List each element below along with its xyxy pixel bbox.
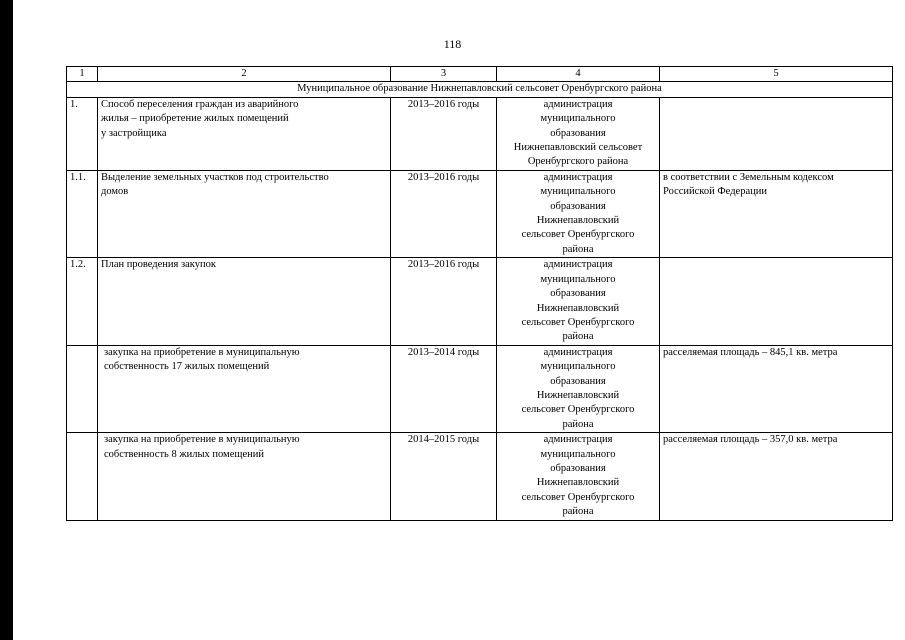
row-note <box>660 433 893 520</box>
row-executor <box>497 345 660 432</box>
text-line: Способ переселения граждан из аварийного <box>101 98 299 110</box>
row-period: 2013–2016 годы <box>391 97 497 170</box>
row-number: 1.1. <box>67 170 98 257</box>
text-line: администрация <box>543 259 613 271</box>
page-number: 118 <box>443 37 462 51</box>
header-cell: 5 <box>660 67 893 82</box>
text-line: администрация <box>543 434 613 446</box>
text-line: жилья – приобретение жилых помещений <box>101 113 289 125</box>
text-line: администрация <box>543 346 613 358</box>
header-cell: 1 <box>67 67 98 82</box>
row-period: 2013–2016 годы <box>391 170 497 257</box>
row-note <box>660 345 893 432</box>
text-line: администрация <box>543 171 613 183</box>
text-line: района <box>562 331 594 343</box>
text-line: образования <box>550 462 606 474</box>
text-line: Нижнепавловский <box>536 389 620 401</box>
row-executor <box>497 170 660 257</box>
text-line: администрация <box>543 98 613 110</box>
text-line: в соответствии с Земельным кодексом <box>663 171 834 183</box>
text-line: муниципального <box>540 361 616 373</box>
row-number: 1. <box>67 97 98 170</box>
row-note <box>660 97 893 170</box>
row-executor <box>497 433 660 520</box>
text-line: образования <box>550 200 606 212</box>
document-table <box>66 66 893 521</box>
section-title: Муниципальное образование Нижнепавловский сельсовет Оренбургского района <box>67 82 893 97</box>
row-number: 1.2. <box>67 258 98 345</box>
text-line: Российской Федерации <box>663 186 767 198</box>
row-period: 2013–2016 годы <box>391 258 497 345</box>
left-edge-bar <box>0 0 13 640</box>
text-line: муниципального <box>540 448 616 460</box>
row-note <box>660 258 893 345</box>
row-number <box>67 345 98 432</box>
text-line: района <box>562 243 594 255</box>
text-line: сельсовет Оренбургского <box>521 404 635 416</box>
row-description <box>98 258 391 345</box>
section-row <box>67 82 893 97</box>
text-line: у застройщика <box>101 127 167 139</box>
table-row <box>67 258 893 345</box>
header-cell: 3 <box>391 67 497 82</box>
text-line: образования <box>550 288 606 300</box>
table-row <box>67 433 893 520</box>
text-line: Нижнепавловский <box>536 215 620 227</box>
text-line: образования <box>550 375 606 387</box>
row-description <box>98 345 391 432</box>
row-note <box>660 170 893 257</box>
text-line: района <box>562 506 594 518</box>
text-line: расселяемая площадь – 357,0 кв. метра <box>663 434 838 446</box>
text-line: сельсовет Оренбургского <box>521 316 635 328</box>
text-line: расселяемая площадь – 845,1 кв. метра <box>663 346 838 358</box>
row-description <box>98 433 391 520</box>
text-line: муниципального <box>540 273 616 285</box>
row-executor <box>497 97 660 170</box>
text-line: Оренбургского района <box>527 156 629 168</box>
text-line: Нижнепавловский <box>536 302 620 314</box>
text-line: собственность 8 жилых помещений <box>104 448 264 460</box>
header-cell: 2 <box>98 67 391 82</box>
row-period: 2014–2015 годы <box>391 433 497 520</box>
text-line: Выделение земельных участков под строительство <box>101 171 329 183</box>
row-description <box>98 170 391 257</box>
text-line: муниципального <box>540 113 616 125</box>
table-row <box>67 345 893 432</box>
text-line: образования <box>550 127 606 139</box>
text-line: муниципального <box>540 186 616 198</box>
text-line: Нижнепавловский <box>536 477 620 489</box>
header-cell: 4 <box>497 67 660 82</box>
row-description <box>98 97 391 170</box>
text-line: Нижнепавловский сельсовет <box>513 142 643 154</box>
table-header-row <box>67 67 893 82</box>
text-line: домов <box>101 186 129 198</box>
table-row <box>67 97 893 170</box>
row-period: 2013–2014 годы <box>391 345 497 432</box>
text-line: закупка на приобретение в муниципальную <box>104 346 300 358</box>
row-executor <box>497 258 660 345</box>
text-line: сельсовет Оренбургского <box>521 229 635 241</box>
text-line: сельсовет Оренбургского <box>521 491 635 503</box>
row-number <box>67 433 98 520</box>
table-row <box>67 170 893 257</box>
text-line: собственность 17 жилых помещений <box>104 361 270 373</box>
text-line: района <box>562 418 594 430</box>
text-line: План проведения закупок <box>101 259 216 271</box>
text-line: закупка на приобретение в муниципальную <box>104 434 300 446</box>
